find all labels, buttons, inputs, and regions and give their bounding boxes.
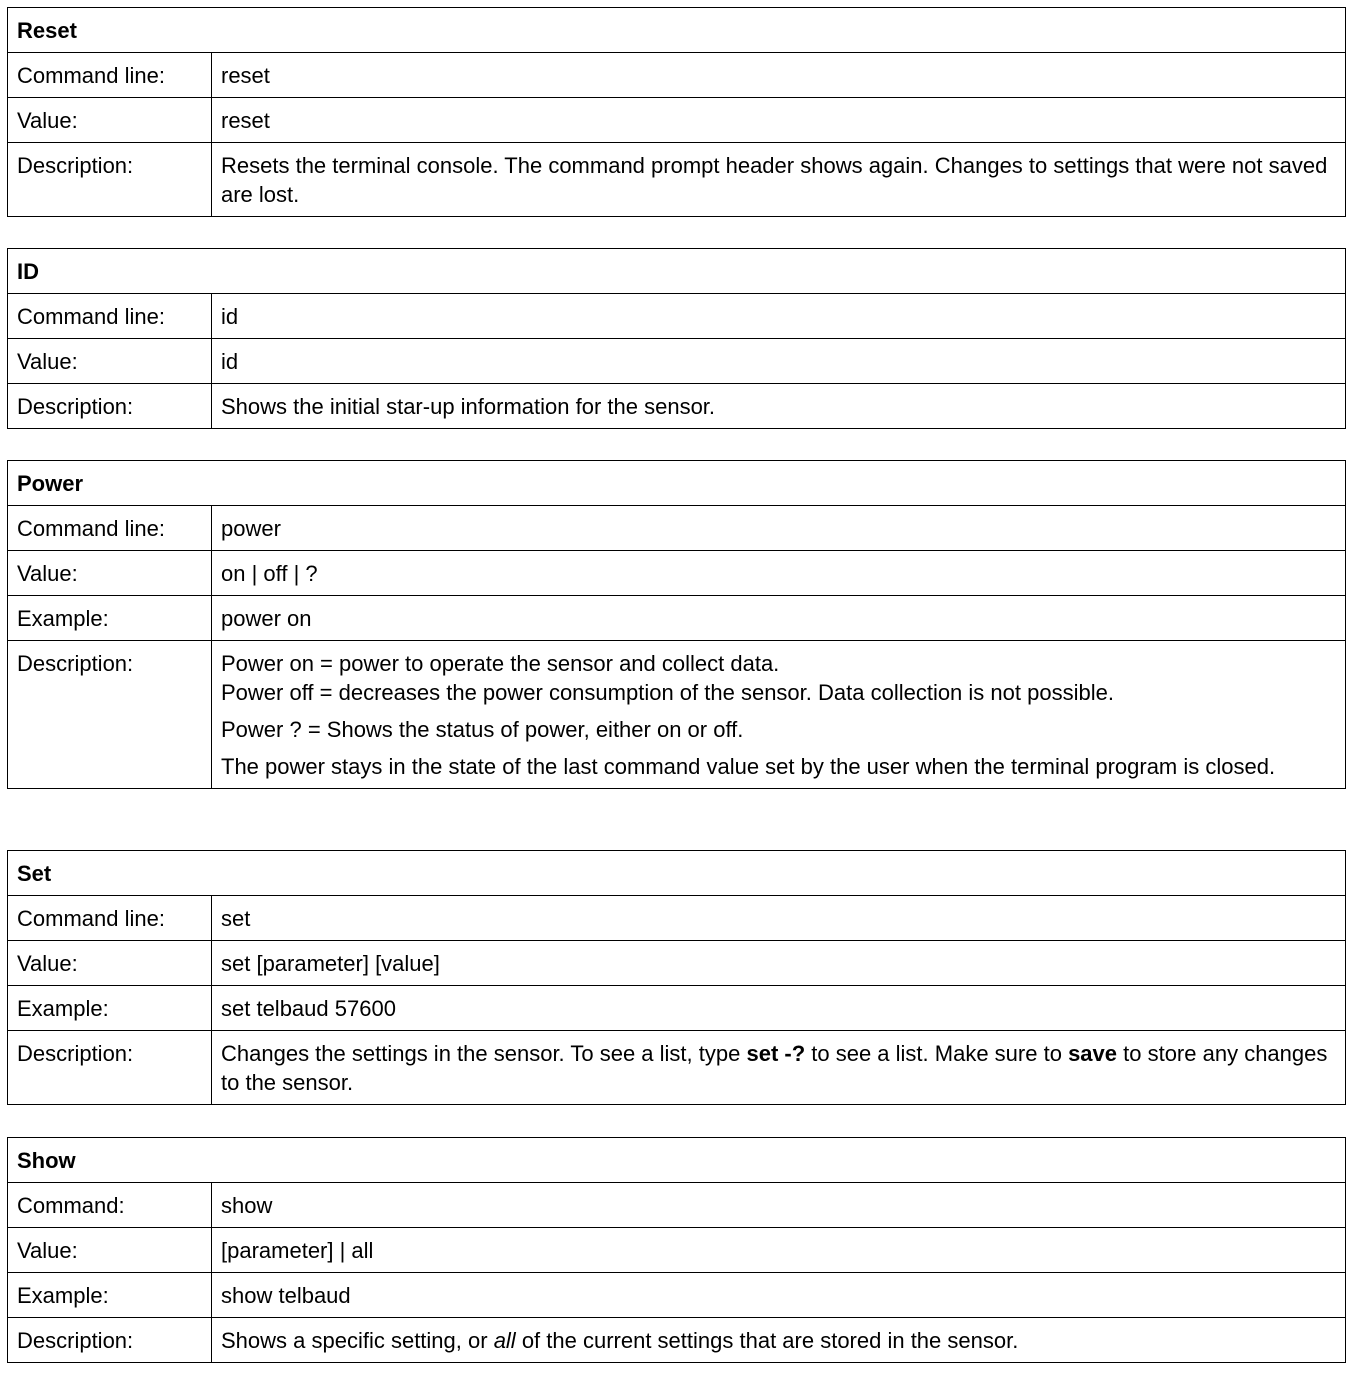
row-description: Resets the terminal console. The command prompt header shows again. Changes to settings that were not saved are lost. bbox=[212, 143, 1346, 217]
description-italic-word: all bbox=[493, 1328, 516, 1353]
row-label: Description: bbox=[8, 384, 212, 429]
power-command-table bbox=[7, 460, 1346, 789]
row-description bbox=[212, 641, 1346, 789]
row-label: Command line: bbox=[8, 53, 212, 98]
table-row bbox=[8, 294, 1346, 339]
row-label: Command line: bbox=[8, 896, 212, 941]
table-title: Set bbox=[8, 851, 1346, 896]
row-value: show telbaud bbox=[212, 1273, 1346, 1318]
table-row bbox=[8, 1031, 1346, 1105]
table-header-row bbox=[8, 8, 1346, 53]
row-value: power on bbox=[212, 596, 1346, 641]
table-header-row bbox=[8, 851, 1346, 896]
row-label: Example: bbox=[8, 986, 212, 1031]
row-label: Description: bbox=[8, 1031, 212, 1105]
row-value: set bbox=[212, 896, 1346, 941]
row-value: on | off | ? bbox=[212, 551, 1346, 596]
description-text: to see a list. Make sure to bbox=[805, 1041, 1069, 1066]
row-label: Value: bbox=[8, 98, 212, 143]
table-header-row bbox=[8, 461, 1346, 506]
table-row bbox=[8, 641, 1346, 789]
table-row bbox=[8, 1318, 1346, 1363]
table-row bbox=[8, 53, 1346, 98]
row-description: Shows the initial star-up information for the sensor. bbox=[212, 384, 1346, 429]
show-command-table bbox=[7, 1137, 1346, 1363]
set-command-table bbox=[7, 850, 1346, 1105]
table-row bbox=[8, 1273, 1346, 1318]
table-row bbox=[8, 941, 1346, 986]
reset-command-table bbox=[7, 7, 1346, 217]
table-row bbox=[8, 339, 1346, 384]
description-text: to store any changes to the sensor. bbox=[221, 1041, 1328, 1095]
description-line: Power off = decreases the power consumption of the sensor. Data collection is not possible. bbox=[221, 680, 1114, 705]
table-title: ID bbox=[8, 249, 1346, 294]
table-row bbox=[8, 896, 1346, 941]
row-label: Description: bbox=[8, 143, 212, 217]
row-label: Description: bbox=[8, 641, 212, 789]
row-label: Value: bbox=[8, 339, 212, 384]
description-bold-command: set -? bbox=[746, 1041, 806, 1066]
row-label: Example: bbox=[8, 596, 212, 641]
description-line: Power ? = Shows the status of power, either on or off. bbox=[221, 717, 744, 742]
row-description bbox=[212, 1318, 1346, 1363]
table-title: Show bbox=[8, 1138, 1346, 1183]
row-value: reset bbox=[212, 53, 1346, 98]
table-row bbox=[8, 1228, 1346, 1273]
row-label: Value: bbox=[8, 551, 212, 596]
description-line: The power stays in the state of the last command value set by the user when the terminal program is closed. bbox=[221, 754, 1276, 779]
description-bold-command: save bbox=[1068, 1041, 1118, 1066]
table-row bbox=[8, 506, 1346, 551]
table-row bbox=[8, 551, 1346, 596]
row-label: Description: bbox=[8, 1318, 212, 1363]
row-value: show bbox=[212, 1183, 1346, 1228]
row-value: id bbox=[212, 339, 1346, 384]
row-description bbox=[212, 1031, 1346, 1105]
table-title: Reset bbox=[8, 8, 1346, 53]
row-label: Command line: bbox=[8, 506, 212, 551]
table-header-row bbox=[8, 249, 1346, 294]
table-row bbox=[8, 986, 1346, 1031]
table-title: Power bbox=[8, 461, 1346, 506]
row-label: Value: bbox=[8, 941, 212, 986]
row-value: id bbox=[212, 294, 1346, 339]
description-text: Changes the settings in the sensor. To see a list, type bbox=[221, 1041, 747, 1066]
row-label: Value: bbox=[8, 1228, 212, 1273]
row-value: [parameter] | all bbox=[212, 1228, 1346, 1273]
table-row bbox=[8, 143, 1346, 217]
table-row bbox=[8, 596, 1346, 641]
table-header-row bbox=[8, 1138, 1346, 1183]
table-row bbox=[8, 384, 1346, 429]
table-row bbox=[8, 98, 1346, 143]
row-label: Example: bbox=[8, 1273, 212, 1318]
row-label: Command line: bbox=[8, 294, 212, 339]
description-line: Power on = power to operate the sensor and collect data. bbox=[221, 651, 780, 676]
description-text: of the current settings that are stored in the sensor. bbox=[515, 1328, 1019, 1353]
row-value: reset bbox=[212, 98, 1346, 143]
row-value: set [parameter] [value] bbox=[212, 941, 1346, 986]
table-row bbox=[8, 1183, 1346, 1228]
row-value: set telbaud 57600 bbox=[212, 986, 1346, 1031]
id-command-table bbox=[7, 248, 1346, 429]
row-label: Command: bbox=[8, 1183, 212, 1228]
row-value: power bbox=[212, 506, 1346, 551]
description-text: Shows a specific setting, or bbox=[221, 1328, 494, 1353]
